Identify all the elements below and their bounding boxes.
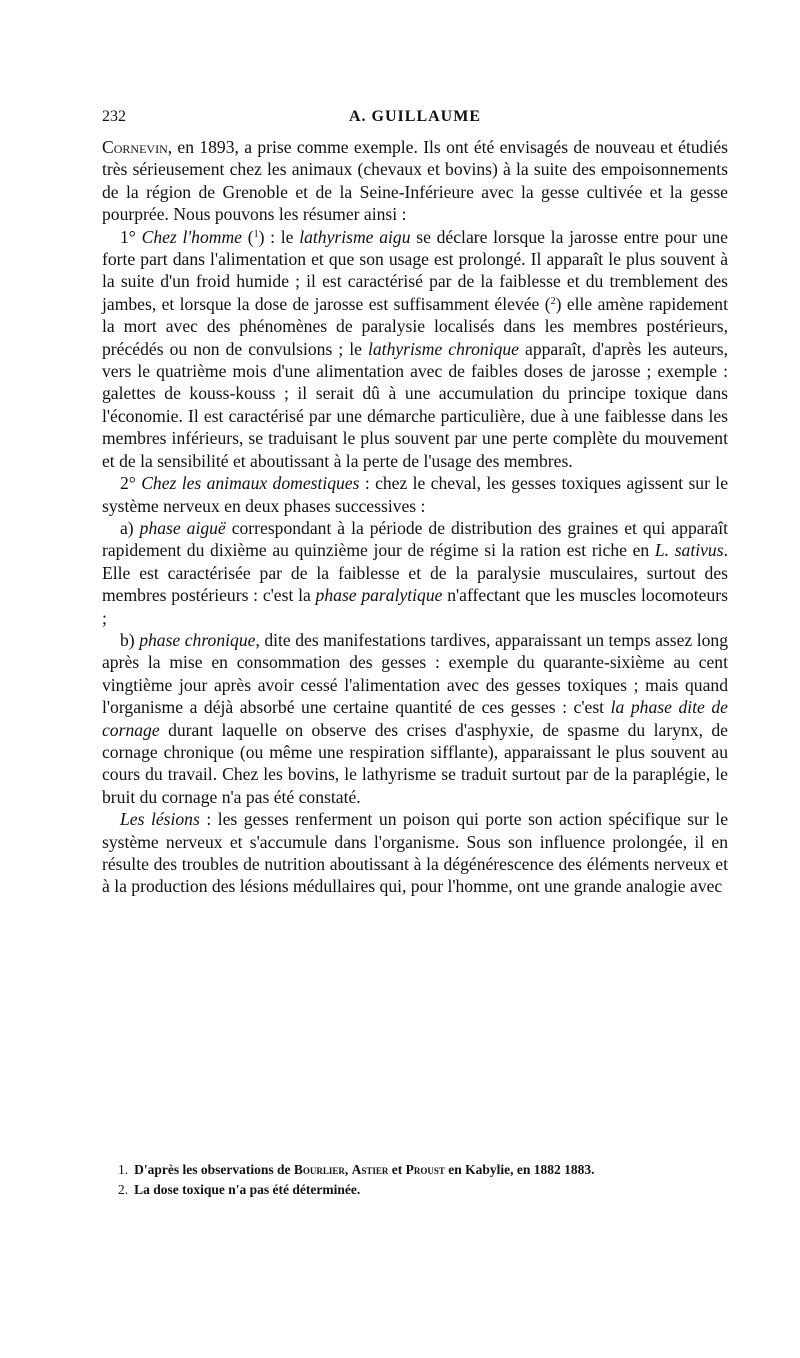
footnote-ref[interactable]: 1 [253, 228, 259, 240]
list-marker: 1° [120, 226, 136, 247]
page-header [102, 108, 728, 136]
term: phase chronique [139, 629, 256, 650]
paragraph-animals: 2° Chez les animaux domestiques : chez le cheval, les gesses toxiques agissent sur le système nerveux en deux phases successives : [102, 473, 729, 516]
body-text [102, 136, 728, 898]
footnote-number: 2. [118, 1182, 129, 1197]
footnote-ref[interactable]: 2 [550, 295, 556, 307]
author-name: Bourlier [293, 1162, 345, 1177]
paragraph-phase-a: a) phase aiguë correspondant à la période de distribution des graines et qui apparaît rapidement du dixième au quinzième jour de régime si la ration est riche en L. sativus. Elle est caractérisée par de la faiblesse et de la paralysie musculaires, surtout des membres postérieurs : c'est la phase paralytique n'affectant que les muscles locomoteurs ; [102, 517, 728, 628]
list-marker: 2° [120, 473, 136, 494]
footnote-2: 2. La dose toxique n'a pas été déterminée. [118, 1182, 361, 1197]
page-number: 232 [102, 108, 126, 125]
footnote-1: 1. D'après les observations de Bourlier, Astier et Proust en Kabylie, en 1882 1883. [118, 1162, 595, 1177]
paragraph-lesions: Les lésions : les gesses renferment un poison qui porte son action spécifique sur le système nerveux et s'accumule dans l'organisme. Sous son influence prolongée, il en résulte des troubles de nutrition aboutissant à la dégénérescence des éléments nerveux et à la production des lésions médullaires qui, pour l'homme, ont une grande analogie avec [102, 809, 729, 897]
paragraph-phase-b: b) phase chronique, dite des manifestations tardives, apparaissant un temps assez long après la mise en consommation des gesses : exemple du quarante-sixième au cent vingtième jour après avoir cessé l'alimentation avec des gesses toxiques ; mais quand l'organisme a déjà absorbé une certaine quantité de ces gesses : c'est la phase dite de cornage durant laquelle on observe des crises d'asphyxie, de spasme du larynx, de cornage chronique (ou même une respiration sifflante), apparaissant le plus souvent au cours du travail. Chez les bovins, le lathyrisme se traduit surtout par de la paraplégie, le bruit du cornage n'a pas été constaté. [102, 629, 728, 807]
paragraph-human: 1° Chez l'homme ($^1$) : le lathyrisme aigu se déclare lorsque la jarosse entre pour une forte part dans l'alimentation et que son usage est prolongé. Il apparaît le plus souvent à la suite d'un froid humide ; il est caractérisé par de la faiblesse et du tremblement des jambes, et lorsque la dose de jarosse est suffisamment élevée ($^2$) elle amène rapidement la mort avec des phénomènes de paralysie localisés dans les membres postérieurs, précédés ou non de convulsions ; le lathyrisme chronique apparaît, d'après les auteurs, vers le quatrième mois d'une alimentation avec de faibles doses de jarosse ; exemple : galettes de kouss-kouss ; il serait dû à une accumulation du principe toxique dans l'économie. Il est caractérisé par une démarche particulière, due à une faiblesse dans les membres inférieurs, se traduisant le plus souvent par une perte complète du mouvement et de la sensibilité et aboutissant à la perte de l'usage des membres. [102, 226, 729, 471]
term: la phase dite de cornage [102, 697, 728, 740]
term: lathyrisme aigu [299, 226, 411, 247]
term: phase paralytique [315, 585, 443, 606]
paragraph-text: , en 1893, a prise comme exemple. Ils ont été envisagés de nouveau et étudiés très sérieusement chez les animaux (chevaux et bovins) à la suite des empoisonnements de la région de Grenoble et de la Seine-Inférieure avec la gesse cultivée et la gesse pourprée. Nous pouvons les résumer ainsi : [102, 137, 728, 225]
term: lathyrisme chronique [368, 338, 519, 359]
section-heading: Chez l'homme [141, 226, 242, 247]
species-name: L. sativus [654, 540, 724, 561]
author-name: Proust [405, 1162, 445, 1177]
footnotes [118, 1160, 738, 1200]
section-heading: Chez les animaux domestiques [141, 473, 360, 494]
section-heading: Les lésions [120, 809, 200, 830]
author-name: Astier [351, 1162, 389, 1177]
running-title: A. GUILLAUME [348, 108, 481, 125]
term: phase aiguë [139, 517, 226, 538]
list-marker: a) [120, 517, 134, 538]
author-name: Cornevin [102, 137, 168, 157]
page [102, 108, 728, 898]
paragraph-intro [102, 136, 728, 226]
list-marker: b) [120, 629, 135, 650]
footnote-number: 1. [118, 1162, 129, 1177]
